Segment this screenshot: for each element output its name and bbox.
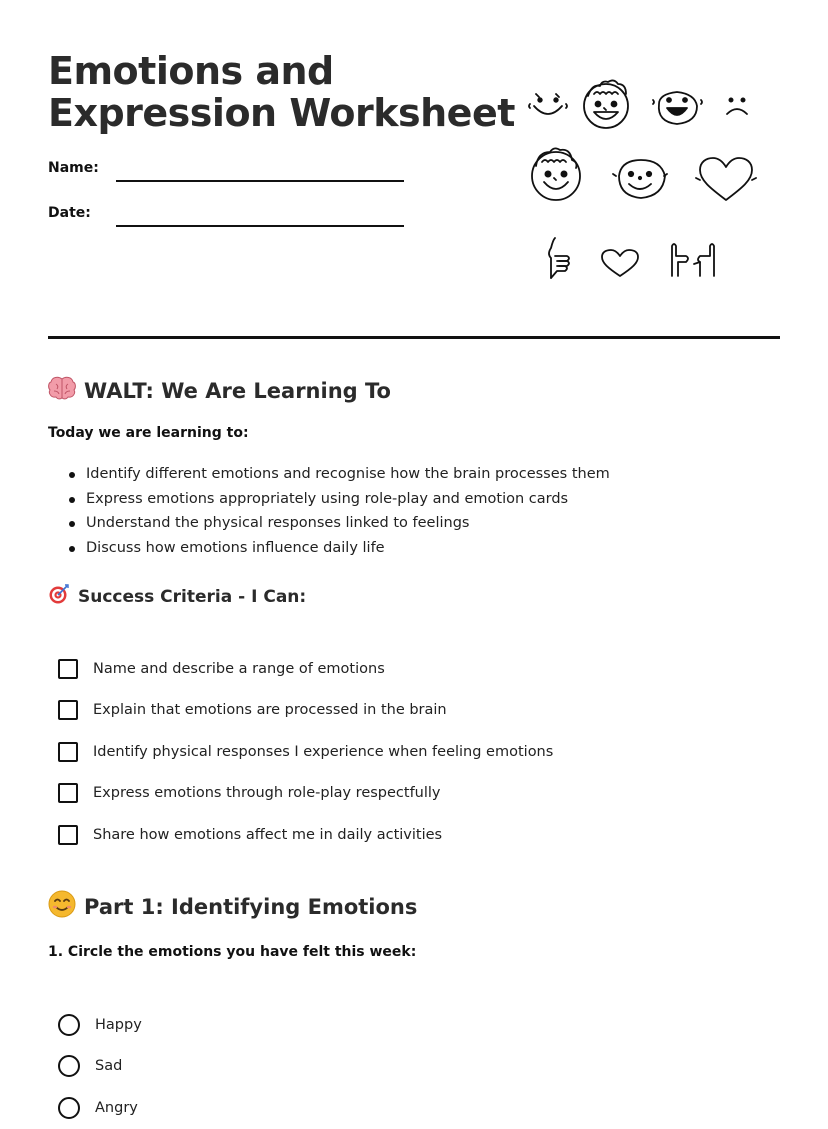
list-item: Identify different emotions and recognise how the brain processes them <box>66 462 610 487</box>
list-item: Express emotions appropriately using role-play and emotion cards <box>66 487 610 512</box>
date-field-line[interactable] <box>116 225 404 227</box>
checklist-label: Explain that emotions are processed in the brain <box>93 702 447 719</box>
option-label: Angry <box>95 1099 138 1116</box>
radio-circle[interactable] <box>58 1097 80 1119</box>
emotion-options <box>58 1004 142 1129</box>
checklist-label: Identify physical responses I experience when feeling emotions <box>93 743 554 760</box>
grinning-face-icon <box>532 148 580 200</box>
checkbox[interactable] <box>58 783 78 803</box>
success-criteria-heading-text: Success Criteria - I Can: <box>78 586 307 607</box>
part1-heading-text: Part 1: Identifying Emotions <box>84 894 418 919</box>
checklist-item <box>58 731 553 773</box>
success-checklist <box>58 648 553 856</box>
option-item <box>58 1046 142 1088</box>
brain-icon <box>48 376 76 405</box>
checklist-label: Express emotions through role-play respectfully <box>93 785 441 802</box>
walt-heading-text: WALT: We Are Learning To <box>84 378 391 403</box>
option-label: Sad <box>95 1058 123 1075</box>
smile-face-icon <box>529 94 567 114</box>
radio-circle[interactable] <box>58 1055 80 1077</box>
curly-hair-face-icon <box>584 80 628 128</box>
heart-outline-icon <box>602 250 638 276</box>
thumbs-up-icon <box>549 238 569 278</box>
worksheet-title <box>48 50 515 134</box>
checkbox[interactable] <box>58 659 78 679</box>
section-divider <box>48 336 780 339</box>
title-line-2: Expression Worksheet <box>48 91 515 135</box>
date-label: Date: <box>48 205 91 221</box>
target-icon <box>48 583 70 610</box>
checkbox[interactable] <box>58 700 78 720</box>
checklist-item <box>58 814 553 856</box>
list-item: Discuss how emotions influence daily life <box>66 536 610 561</box>
checklist-label: Name and describe a range of emotions <box>93 660 385 677</box>
option-item <box>58 1087 142 1129</box>
success-criteria-heading <box>48 583 306 610</box>
checklist-label: Share how emotions affect me in daily activities <box>93 826 443 843</box>
option-label: Happy <box>95 1016 142 1033</box>
walt-intro: Today we are learning to: <box>48 425 249 441</box>
walt-list <box>66 462 610 560</box>
name-field-line[interactable] <box>116 180 404 182</box>
checklist-item <box>58 773 553 815</box>
smiling-face-icon <box>48 890 76 923</box>
checklist-item <box>58 648 553 690</box>
checkbox[interactable] <box>58 825 78 845</box>
name-label: Name: <box>48 160 99 176</box>
question-1: 1. Circle the emotions you have felt this week: <box>48 944 417 960</box>
heart-icon <box>696 158 756 200</box>
sad-face-icon <box>727 98 747 114</box>
checkbox[interactable] <box>58 742 78 762</box>
hands-gesture-icon <box>672 244 714 276</box>
laughing-face-icon <box>653 92 702 124</box>
walt-heading <box>48 376 391 405</box>
cheerful-face-icon <box>613 160 667 198</box>
list-item: Understand the physical responses linked to feelings <box>66 511 610 536</box>
part1-heading <box>48 890 417 923</box>
checklist-item <box>58 690 553 732</box>
title-line-1: Emotions and <box>48 49 334 93</box>
radio-circle[interactable] <box>58 1014 80 1036</box>
emotion-illustrations <box>520 70 770 290</box>
option-item <box>58 1004 142 1046</box>
